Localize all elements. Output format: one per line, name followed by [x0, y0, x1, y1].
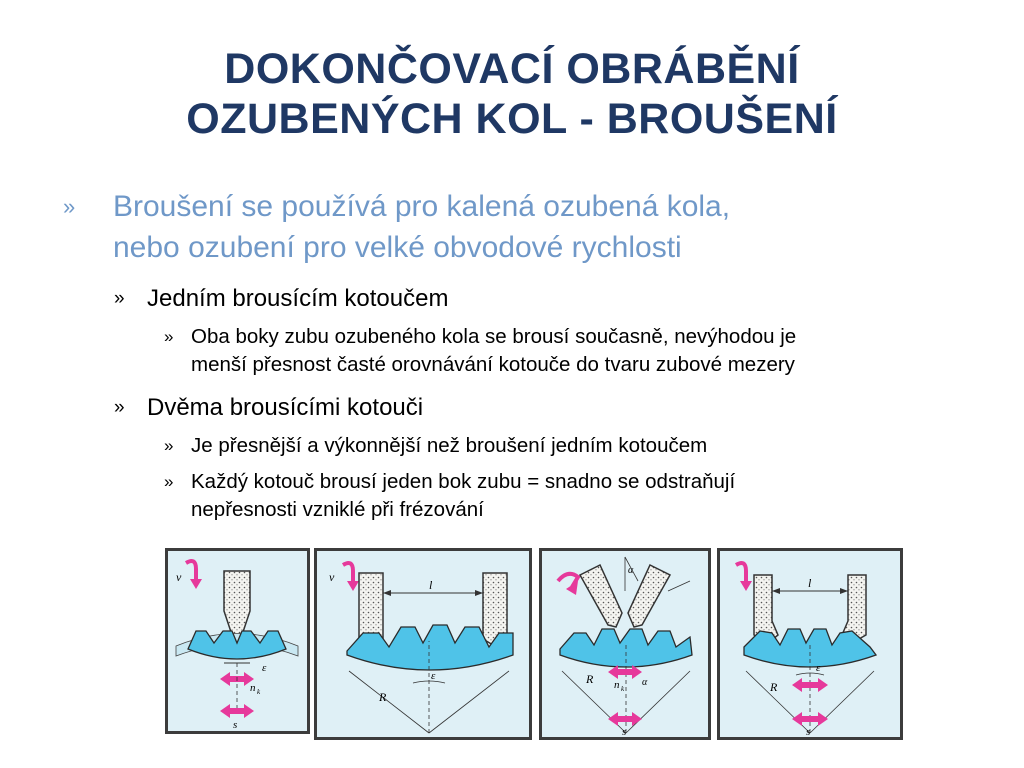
bullet-marker: »: [164, 436, 174, 455]
bullet-text-line: Oba boky zubu ozubeného kola se brousí současně, nevýhodou je: [191, 325, 797, 348]
label-l: l: [808, 576, 812, 590]
label-s: s: [233, 719, 238, 731]
rotation-arrow-icon: [186, 561, 196, 581]
grinding-wheel-icon: [580, 565, 622, 627]
bullet-level2-two-wheels: [114, 393, 424, 423]
bullet-text-line: nepřesnosti vzniklé při frézování: [191, 498, 484, 521]
bullet-marker: »: [63, 194, 76, 219]
bullet-text-line: menší přesnost časté orovnávání kotouče do tvaru zubové mezery: [191, 353, 795, 376]
label-nk: n: [250, 682, 256, 694]
title-line-2: OZUBENÝCH KOL - BROUŠENÍ: [186, 95, 838, 143]
label-v: v: [176, 570, 182, 584]
bullet-level2-single-wheel: [114, 284, 449, 314]
bullet-text-line: Jedním brousícím kotoučem: [147, 285, 449, 312]
rotation-arrow-icon: [343, 563, 353, 583]
label-eps: ε: [431, 670, 436, 682]
label-s: s: [622, 726, 627, 737]
bullet-level3-both-flanks: [164, 323, 961, 379]
label-alpha: α: [642, 677, 648, 688]
bullet-level3-each-flank: [164, 468, 961, 524]
label-eps: ε: [262, 662, 267, 674]
label-nk-sub: k: [621, 685, 625, 693]
rotation-arrow-icon: [736, 563, 746, 583]
figure-two-wheels-flanks: [717, 548, 903, 740]
bullet-text-line: Dvěma brousícími kotouči: [147, 394, 424, 421]
figure-single-wheel-narrow: [165, 548, 310, 734]
label-eps: ε: [816, 662, 821, 674]
label-nk: n: [614, 679, 620, 691]
label-R: R: [586, 672, 594, 686]
bullet-marker: »: [164, 472, 174, 491]
bullet-level1: [63, 186, 913, 268]
label-l: l: [429, 578, 433, 592]
bullet-marker: »: [114, 397, 125, 418]
bullet-level3-more-precise: [164, 432, 961, 460]
title-line-1: DOKONČOVACÍ OBRÁBĚNÍ: [224, 45, 800, 93]
bullet-text-line: nebo ozubení pro velké obvodové rychlosti: [113, 231, 682, 264]
label-R: R: [379, 690, 387, 704]
label-R: R: [770, 680, 778, 694]
label-s: s: [806, 726, 811, 737]
double-arrow-icon: [608, 712, 642, 726]
bullet-marker: »: [164, 327, 174, 346]
label-alpha: α: [628, 565, 634, 576]
bullet-text-line: Každý kotouč brousí jeden bok zubu = snadno se odstraňují: [191, 470, 736, 493]
bullet-text-line: Je přesnější a výkonnější než broušení jedním kotoučem: [191, 434, 708, 457]
figure-two-wheels-parallel: [314, 548, 532, 740]
bullet-marker: »: [114, 288, 125, 309]
label-nk-sub: k: [257, 688, 261, 696]
figure-two-wheels-inclined: [539, 548, 711, 740]
bullet-text-line: Broušení se používá pro kalená ozubená kola,: [113, 190, 731, 223]
label-v: v: [329, 570, 335, 584]
